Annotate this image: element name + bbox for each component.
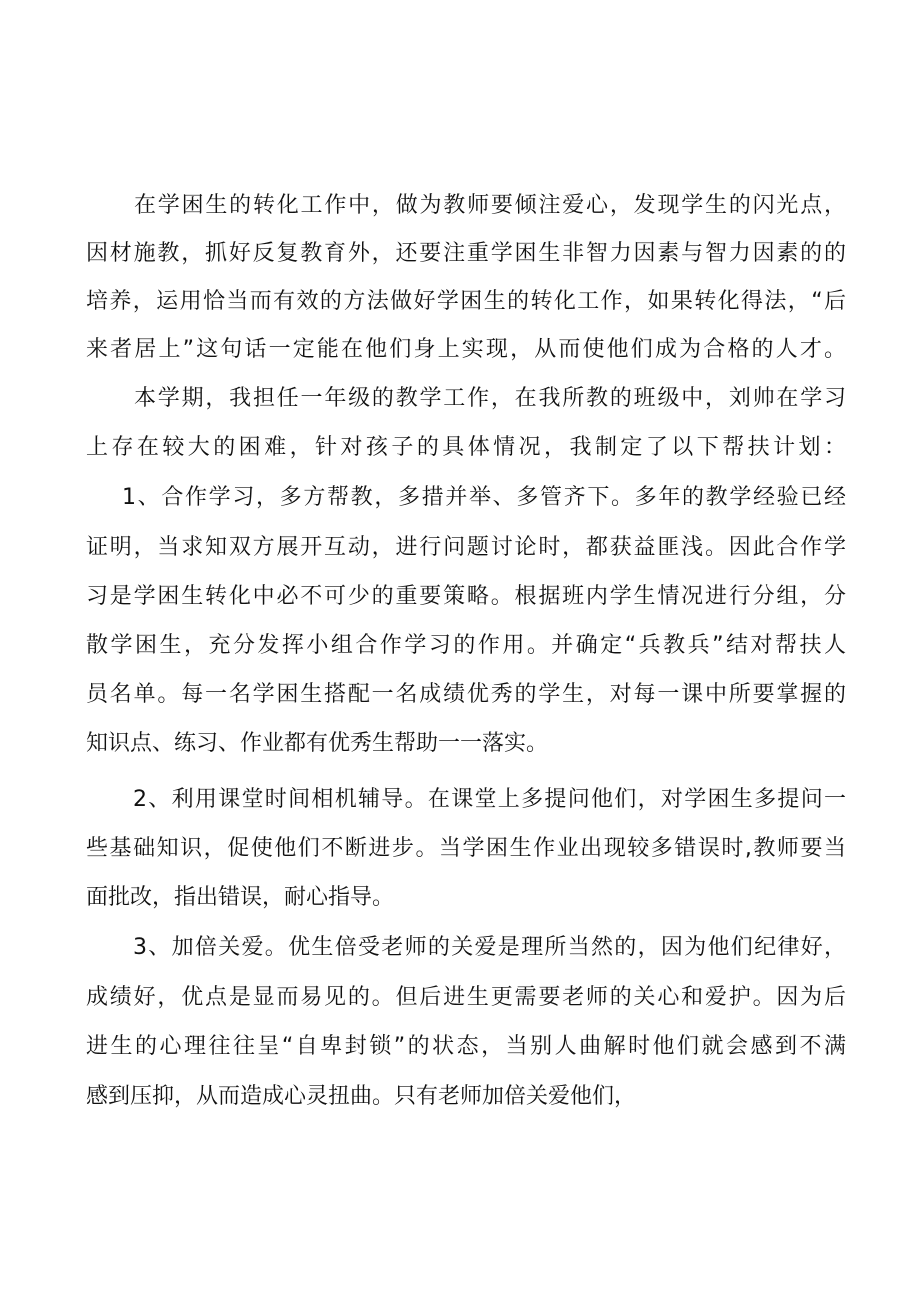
- plan-3-line-3: 进生的心理往往呈“自卑封锁”的状态，当别人曲解时他们就会感到不满: [86, 1034, 846, 1059]
- plan-1-line-1: 1、合作学习，多方帮教，多措并举、多管齐下。多年的教学经验已经: [122, 485, 846, 510]
- plan-2-line-2: 些基础知识，促使他们不断进步。当学困生作业出现较多错误时,教师要当: [86, 836, 846, 861]
- plan-2-line-1: 2、利用课堂时间相机辅导。在课堂上多提问他们，对学困生多提问一: [133, 787, 846, 812]
- intro-line-1: 在学困生的转化工作中，做为教师要倾注爱心，发现学生的闪光点，: [134, 193, 846, 218]
- plan-2-line-3: 面批改，指出错误，耐心指导。: [86, 885, 395, 910]
- intro-line-4: 来者居上”这句话一定能在他们身上实现，从而使他们成为合格的人才。: [86, 337, 846, 362]
- intro-line-3: 培养，运用恰当而有效的方法做好学困生的转化工作，如果转化得法，“后: [86, 289, 846, 314]
- plan-1-line-4: 散学困生，充分发挥小组合作学习的作用。并确定“兵教兵”结对帮扶人: [86, 633, 846, 658]
- plan-1-line-5: 员名单。每一名学困生搭配一名成绩优秀的学生，对每一课中所要掌握的: [86, 682, 846, 707]
- plan-1-line-6: 知识点、练习、作业都有优秀生帮助一一落实。: [86, 731, 549, 756]
- situation-line-1: 本学期，我担任一年级的教学工作，在我所教的班级中，刘帅在学习: [134, 386, 846, 411]
- intro-line-2: 因材施教，抓好反复教育外，还要注重学困生非智力因素与智力因素的的: [86, 241, 846, 266]
- plan-3-line-4: 感到压抑，从而造成心灵扭曲。只有老师加倍关爱他们，: [86, 1084, 637, 1109]
- plan-3-line-2: 成绩好，优点是显而易见的。但后进生更需要老师的关心和爱护。因为后: [86, 985, 846, 1010]
- plan-3-line-1: 3、加倍关爱。优生倍受老师的关爱是理所当然的，因为他们纪律好，: [133, 935, 846, 960]
- plan-1-line-2: 证明，当求知双方展开互动，进行问题讨论时，都获益匪浅。因此合作学: [86, 535, 846, 560]
- plan-1-line-3: 习是学困生转化中必不可少的重要策略。根据班内学生情况进行分组，分: [86, 584, 846, 609]
- situation-line-2: 上存在较大的困难，针对孩子的具体情况，我制定了以下帮扶计划：: [86, 435, 846, 460]
